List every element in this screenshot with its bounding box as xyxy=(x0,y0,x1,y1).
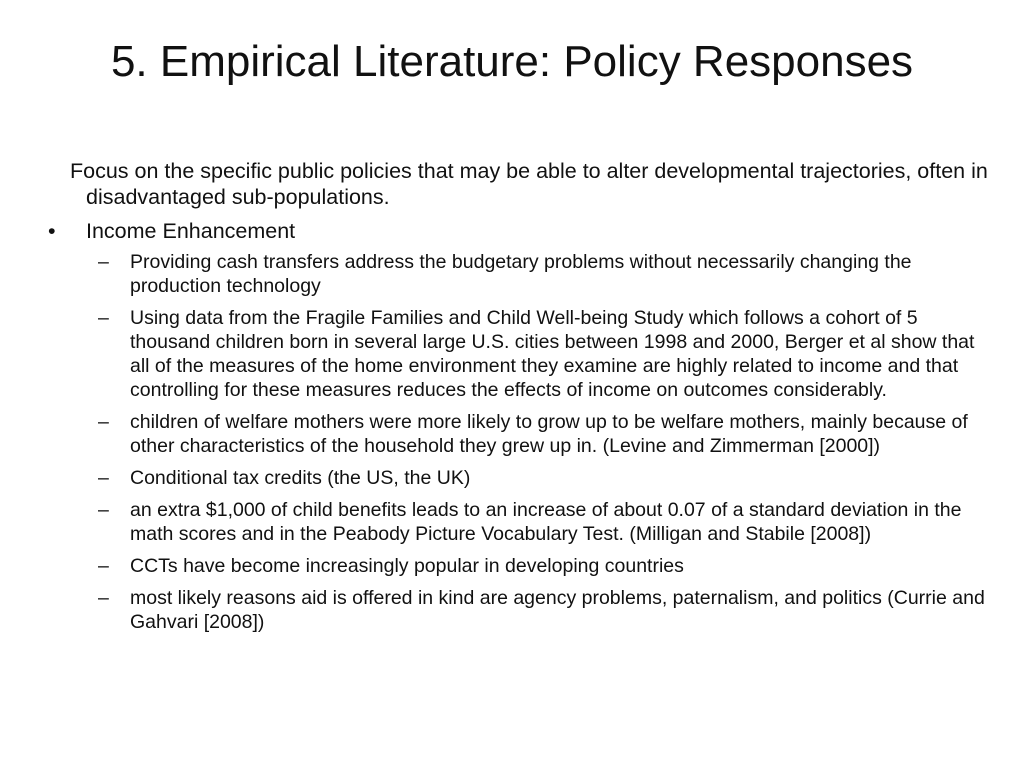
intro-paragraph: Focus on the specific public policies that may be able to alter developmental trajectories, often in disadvantaged sub-populations. xyxy=(70,159,988,209)
dash-marker: – xyxy=(98,251,109,273)
sub-bullet-item xyxy=(48,250,988,298)
sub-bullet-item xyxy=(48,410,988,458)
sub-bullet-text: Using data from the Fragile Families and Child Well-being Study which follows a cohort of 5 thousand children born in several large U.S. cities between 1998 and 2000, Berger et al show that all of the measures of the home environment they examine are highly related to income and that controlling for these measures reduces the effects of income on outcomes considerably. xyxy=(130,307,975,401)
sub-bullet-text: most likely reasons aid is offered in kind are agency problems, paternalism, and politics (Currie and Gahvari [2008]) xyxy=(130,587,985,633)
dash-marker: – xyxy=(98,555,109,577)
bullet-label: Income Enhancement xyxy=(86,219,296,243)
dash-marker: – xyxy=(98,587,109,609)
sub-bullet-item xyxy=(48,466,988,490)
dash-marker: – xyxy=(98,307,109,329)
sub-bullet-item xyxy=(48,554,988,578)
bullet-income-enhancement xyxy=(48,218,988,244)
bullet-marker: • xyxy=(48,219,56,243)
dash-marker: – xyxy=(98,499,109,521)
sub-bullet-list xyxy=(48,250,988,634)
sub-bullet-text: children of welfare mothers were more likely to grow up to be welfare mothers, mainly because of other characteristics of the household they grew up in. (Levine and Zimmerman [2000]) xyxy=(130,411,968,457)
sub-bullet-item xyxy=(48,498,988,546)
sub-bullet-item xyxy=(48,586,988,634)
dash-marker: – xyxy=(98,411,109,433)
sub-bullet-item xyxy=(48,306,988,402)
slide-body xyxy=(48,158,988,642)
sub-bullet-text: Providing cash transfers address the budgetary problems without necessarily changing the production technology xyxy=(130,251,912,297)
sub-bullet-text: an extra $1,000 of child benefits leads to an increase of about 0.07 of a standard deviation in the math scores and in the Peabody Picture Vocabulary Test. (Milligan and Stabile [2008]) xyxy=(130,499,962,545)
sub-bullet-text: CCTs have become increasingly popular in developing countries xyxy=(130,555,684,577)
slide-title: 5. Empirical Literature: Policy Responses xyxy=(110,37,914,86)
dash-marker: – xyxy=(98,467,109,489)
sub-bullet-text: Conditional tax credits (the US, the UK) xyxy=(130,467,471,489)
